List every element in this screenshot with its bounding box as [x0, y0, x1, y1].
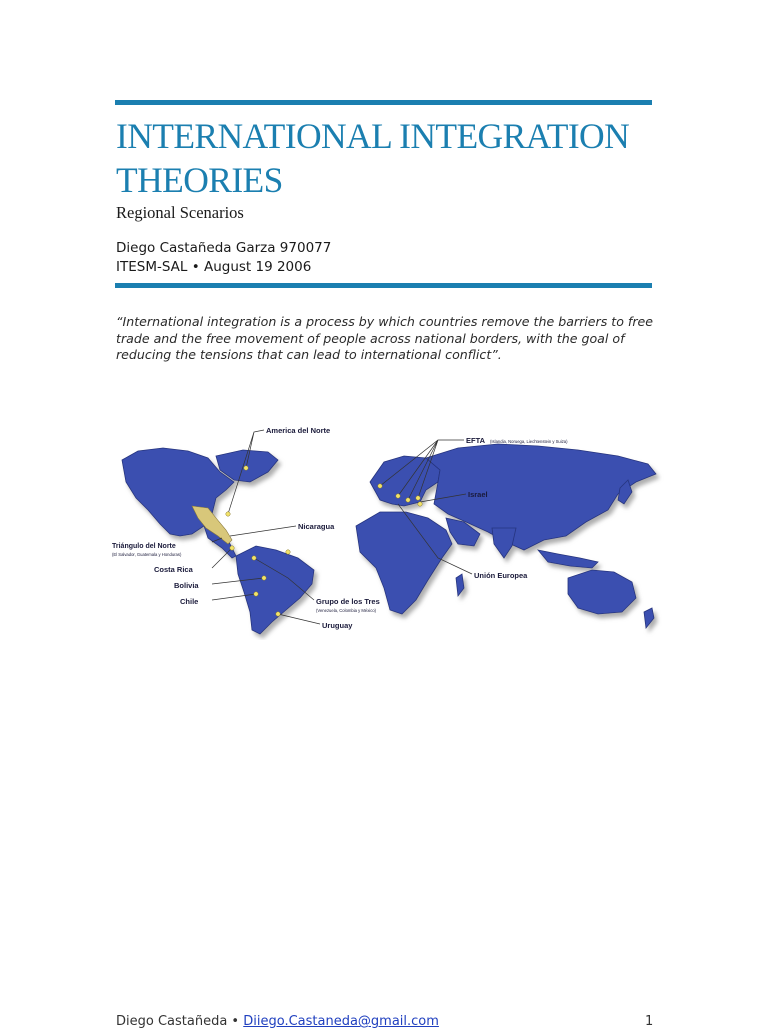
- subtitle: Regional Scenarios: [116, 203, 244, 222]
- author-line: Diego Castañeda Garza 970077: [116, 240, 332, 256]
- label-israel: Israel: [468, 490, 488, 499]
- label-america-norte: America del Norte: [266, 426, 331, 435]
- page-footer: [116, 1014, 439, 1029]
- top-rule: [115, 100, 652, 105]
- dot-venezuela: [252, 556, 256, 560]
- dot-uruguay: [276, 612, 280, 616]
- label-efta-detail: (Islandia, Noruega, Liechtenstein y Suiza): [490, 439, 568, 444]
- southeast-asia-islands-shape: [538, 550, 598, 568]
- bottom-rule: [115, 283, 652, 288]
- india-shape: [492, 528, 516, 558]
- leader-nicaragua: [230, 526, 296, 536]
- label-uruguay: Uruguay: [322, 621, 353, 630]
- madagascar-shape: [456, 574, 464, 596]
- australia-shape: [568, 570, 636, 614]
- continents: [122, 444, 656, 634]
- label-triangulo-detail: (El Salvador, Guatemala y Honduras): [112, 552, 182, 557]
- label-costa-rica: Costa Rica: [154, 565, 193, 574]
- title-line-2: THEORIES: [116, 160, 283, 200]
- label-nicaragua: Nicaragua: [298, 522, 335, 531]
- footer-author: Diego Castañeda •: [116, 1014, 240, 1029]
- dot-europe-4: [416, 496, 420, 500]
- dot-canada: [244, 466, 248, 470]
- label-bolivia: Bolivia: [174, 581, 199, 590]
- world-map: [108, 418, 668, 640]
- footer-email-link[interactable]: Diiego.Castaneda@gmail.com: [243, 1014, 439, 1029]
- europe-shape: [370, 456, 440, 506]
- page-title: [116, 114, 676, 202]
- dot-europe-1: [378, 484, 382, 488]
- label-union-europea: Unión Europea: [474, 571, 528, 580]
- dot-europe-2: [396, 494, 400, 498]
- dot-europe-3: [406, 498, 410, 502]
- quote-paragraph: “International integration is a process by which countries remove the barriers to free trade and the free movement of people across national borders, with the goal of reducing the tensions that can lead to international conflict”.: [116, 314, 654, 362]
- dot-israel: [418, 502, 422, 506]
- dot-bolivia: [262, 576, 266, 580]
- label-efta: EFTA: [466, 436, 486, 445]
- title-line-1: INTERNATIONAL INTEGRATION: [116, 116, 630, 156]
- dot-colombia: [286, 550, 290, 554]
- leader-uruguay: [278, 614, 320, 624]
- dot-chile: [254, 592, 258, 596]
- label-grupo-tres: Grupo de los Tres: [316, 597, 380, 606]
- label-triangulo: Triángulo del Norte: [112, 543, 176, 550]
- leader-costa-rica: [212, 548, 232, 568]
- new-zealand-shape: [644, 608, 654, 628]
- label-grupo-tres-detail: (Venezuela, Colombia y México): [316, 608, 377, 613]
- label-chile: Chile: [180, 597, 199, 606]
- institution-line: ITESM-SAL • August 19 2006: [116, 259, 312, 275]
- dot-central-america: [230, 546, 234, 550]
- page-number: 1: [645, 1014, 654, 1029]
- dot-usa: [226, 512, 230, 516]
